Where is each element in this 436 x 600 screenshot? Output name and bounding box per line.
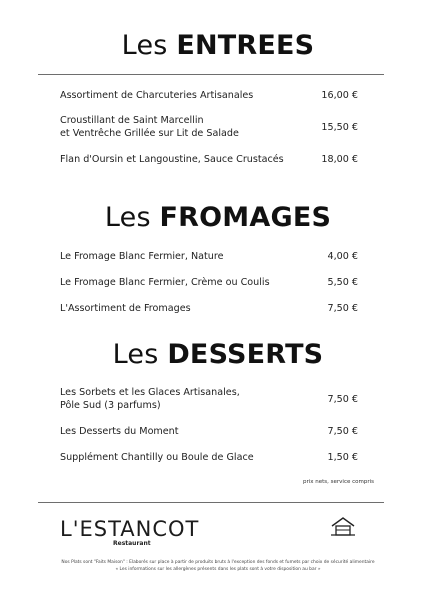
entrees-title-bold: ENTREES <box>176 30 315 61</box>
item-name: Le Fromage Blanc Fermier, Nature <box>60 251 224 262</box>
menu-item <box>60 89 358 102</box>
restaurant-logo-subtitle: Restaurant <box>113 540 151 547</box>
item-name-line2: Pôle Sud (3 parfums) <box>60 400 161 411</box>
entrees-title-light: Les <box>121 30 168 61</box>
item-name: L'Assortiment de Fromages <box>60 303 191 314</box>
item-price: 4,00 € <box>327 251 358 262</box>
item-name: Les Desserts du Moment <box>60 426 179 437</box>
item-name: Supplément Chantilly ou Boule de Glace <box>60 452 254 463</box>
item-price: 5,50 € <box>327 277 358 288</box>
menu-item <box>60 114 358 140</box>
footer-line-2: « Les informations sur les allergènes présents dans les plats sont à votre disposition au bar » <box>115 567 321 572</box>
menu-item <box>60 425 358 438</box>
item-name <box>60 386 240 412</box>
item-name-line1: Les Sorbets et les Glaces Artisanales, <box>60 387 240 398</box>
entrees-title <box>0 30 436 61</box>
item-price: 7,50 € <box>327 426 358 437</box>
item-name-line1: Croustillant de Saint Marcellin <box>60 115 204 126</box>
item-name-line2: et Ventrêche Grillée sur Lit de Salade <box>60 128 239 139</box>
divider-top <box>38 74 384 75</box>
item-name: Flan d'Oursin et Langoustine, Sauce Crustacés <box>60 154 284 165</box>
item-price: 1,50 € <box>327 452 358 463</box>
item-price: 16,00 € <box>321 90 358 101</box>
fromages-title-bold: FROMAGES <box>159 202 332 233</box>
footer-line-1: Nos Plats sont "Faits Maison" : Elaborés sur place à partir de produits bruts à l'exception des fonds et fumets par choix de sécurité alimentaire <box>61 560 375 565</box>
price-note: prix nets, service compris <box>302 479 374 485</box>
menu-item <box>60 302 358 315</box>
divider-bottom <box>38 502 384 503</box>
fromages-title <box>0 202 436 233</box>
desserts-title <box>0 339 436 370</box>
menu-item <box>60 451 358 464</box>
item-name: Assortiment de Charcuteries Artisanales <box>60 90 254 101</box>
item-name <box>60 114 239 140</box>
menu-item <box>60 250 358 263</box>
house-logo-icon <box>330 517 356 541</box>
item-price: 18,00 € <box>321 154 358 165</box>
menu-item <box>60 276 358 289</box>
menu-item <box>60 153 358 166</box>
item-price: 7,50 € <box>327 303 358 314</box>
fromages-title-light: Les <box>104 202 151 233</box>
menu-item <box>60 386 358 412</box>
item-price: 15,50 € <box>321 121 358 133</box>
item-name: Le Fromage Blanc Fermier, Crème ou Coulis <box>60 277 270 288</box>
desserts-title-bold: DESSERTS <box>167 339 324 370</box>
desserts-title-light: Les <box>112 339 159 370</box>
restaurant-logo: L'ESTANCOT <box>60 517 200 541</box>
item-price: 7,50 € <box>327 393 358 405</box>
